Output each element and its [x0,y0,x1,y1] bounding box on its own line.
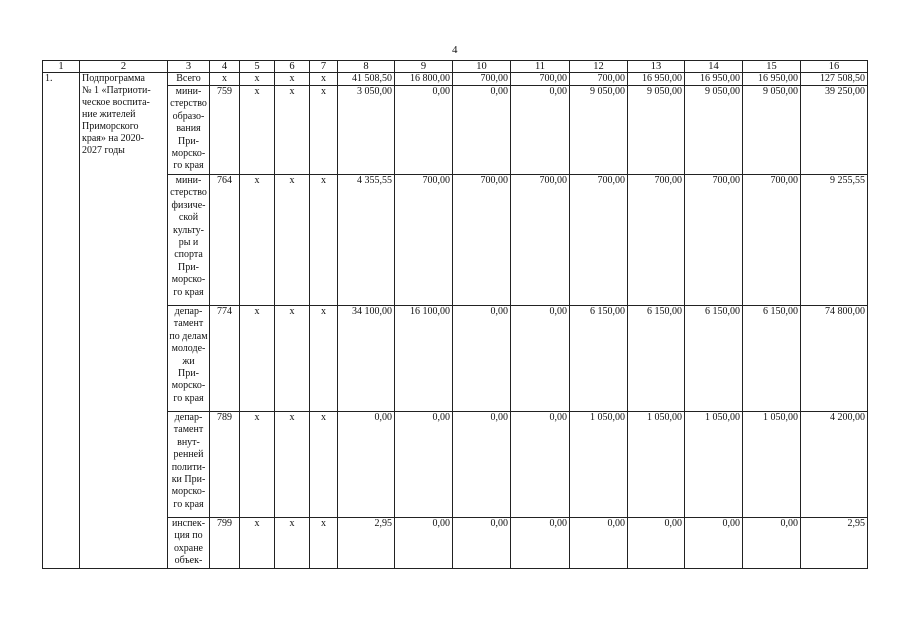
header-cell: 16 [801,61,868,73]
code-cell: х [240,86,275,175]
amount-cell: 2,95 [338,518,395,569]
code-cell: 799 [210,518,240,569]
amount-cell: 39 250,00 [801,86,868,175]
executor-cell: инспек- ция по охране объек- [168,518,210,569]
header-cell: 5 [240,61,275,73]
code-cell: х [310,73,338,86]
header-cell: 6 [275,61,310,73]
amount-cell: 1 050,00 [570,412,628,518]
code-cell: х [210,73,240,86]
amount-cell: 6 150,00 [628,306,685,412]
executor-cell: депар- тамент внут- ренней полити- ки При- морско- го края [168,412,210,518]
row-index-cell: 1. [43,73,80,569]
amount-cell: 74 800,00 [801,306,868,412]
code-cell: х [240,306,275,412]
code-cell: 759 [210,86,240,175]
header-cell: 15 [743,61,801,73]
code-cell: х [275,86,310,175]
amount-cell: 9 050,00 [570,86,628,175]
amount-cell: 9 050,00 [628,86,685,175]
header-cell: 10 [453,61,511,73]
header-cell: 11 [511,61,570,73]
amount-cell: 16 950,00 [628,73,685,86]
header-cell: 13 [628,61,685,73]
amount-cell: 700,00 [743,175,801,306]
amount-cell: 0,00 [511,518,570,569]
code-cell: х [240,412,275,518]
code-cell: х [310,175,338,306]
header-cell: 12 [570,61,628,73]
amount-cell: 0,00 [743,518,801,569]
executor-cell: мини- стерство физиче- ской культу- ры и спорта При- морско- го края [168,175,210,306]
amount-cell: 0,00 [395,518,453,569]
code-cell: х [240,73,275,86]
code-cell: х [275,518,310,569]
amount-cell: 0,00 [511,412,570,518]
amount-cell: 700,00 [453,73,511,86]
amount-cell: 9 050,00 [743,86,801,175]
amount-cell: 127 508,50 [801,73,868,86]
amount-cell: 700,00 [511,175,570,306]
amount-cell: 2,95 [801,518,868,569]
amount-cell: 6 150,00 [685,306,743,412]
header-cell: 8 [338,61,395,73]
code-cell: х [275,73,310,86]
header-cell: 3 [168,61,210,73]
amount-cell: 0,00 [453,518,511,569]
header-cell: 4 [210,61,240,73]
amount-cell: 0,00 [395,86,453,175]
amount-cell: 9 255,55 [801,175,868,306]
executor-cell: Всего [168,73,210,86]
amount-cell: 700,00 [570,73,628,86]
executor-cell: мини- стерство образо- вания При- морско- го края [168,86,210,175]
amount-cell: 0,00 [511,306,570,412]
code-cell: х [275,412,310,518]
code-cell: 764 [210,175,240,306]
amount-cell: 700,00 [453,175,511,306]
header-cell: 14 [685,61,743,73]
code-cell: х [240,175,275,306]
amount-cell: 4 200,00 [801,412,868,518]
code-cell: х [310,306,338,412]
amount-cell: 700,00 [511,73,570,86]
header-cell: 7 [310,61,338,73]
amount-cell: 0,00 [453,412,511,518]
table-row [43,73,868,86]
amount-cell: 700,00 [628,175,685,306]
amount-cell: 1 050,00 [628,412,685,518]
amount-cell: 1 050,00 [685,412,743,518]
amount-cell: 0,00 [685,518,743,569]
amount-cell: 0,00 [453,86,511,175]
amount-cell: 0,00 [338,412,395,518]
page-number: 4 [452,44,458,56]
amount-cell: 6 150,00 [570,306,628,412]
header-row [43,61,868,73]
header-cell: 2 [80,61,168,73]
program-title-cell: Подпрограмма № 1 «Патриоти- ческое воспита- ние жителей Приморского края» на 2020- 2027 годы [80,73,168,569]
amount-cell: 4 355,55 [338,175,395,306]
amount-cell: 700,00 [685,175,743,306]
code-cell: х [310,518,338,569]
amount-cell: 1 050,00 [743,412,801,518]
amount-cell: 0,00 [395,412,453,518]
amount-cell: 16 950,00 [685,73,743,86]
amount-cell: 16 800,00 [395,73,453,86]
code-cell: х [275,175,310,306]
amount-cell: 0,00 [511,86,570,175]
amount-cell: 16 100,00 [395,306,453,412]
amount-cell: 41 508,50 [338,73,395,86]
code-cell: х [310,412,338,518]
budget-table [42,60,868,569]
amount-cell: 9 050,00 [685,86,743,175]
executor-cell: депар- тамент по делам молоде- жи При- морско- го края [168,306,210,412]
amount-cell: 700,00 [395,175,453,306]
amount-cell: 3 050,00 [338,86,395,175]
code-cell: х [240,518,275,569]
code-cell: х [310,86,338,175]
amount-cell: 6 150,00 [743,306,801,412]
code-cell: 774 [210,306,240,412]
code-cell: 789 [210,412,240,518]
header-cell: 9 [395,61,453,73]
amount-cell: 0,00 [453,306,511,412]
amount-cell: 0,00 [628,518,685,569]
amount-cell: 0,00 [570,518,628,569]
amount-cell: 700,00 [570,175,628,306]
code-cell: х [275,306,310,412]
amount-cell: 34 100,00 [338,306,395,412]
amount-cell: 16 950,00 [743,73,801,86]
header-cell: 1 [43,61,80,73]
